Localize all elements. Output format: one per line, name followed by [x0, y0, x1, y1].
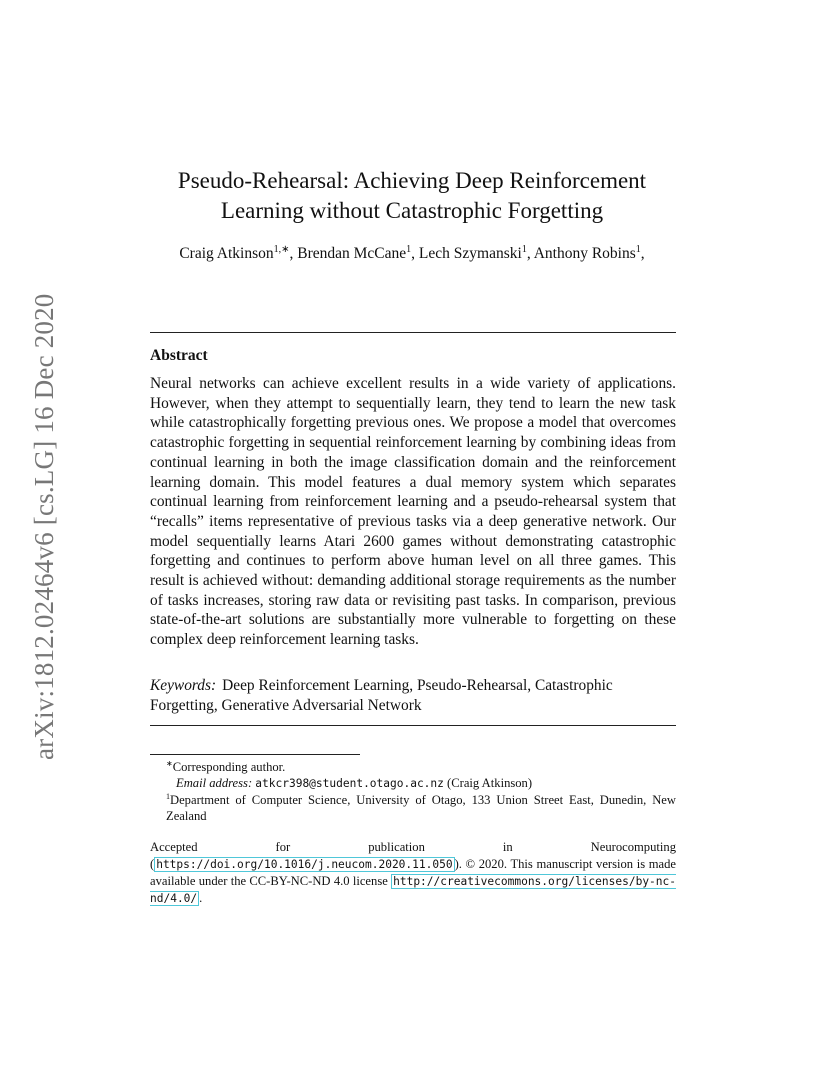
footnote-mark: 1	[166, 792, 170, 801]
author-affiliation-mark: 1	[635, 244, 641, 255]
license-link[interactable]: http://creativecommons.org/licenses/by-nc-nd/4.0/	[150, 875, 676, 905]
arxiv-identifier: arXiv:1812.02464v6 [cs.LG] 16 Dec 2020	[29, 293, 59, 760]
keywords-label: Keywords:	[150, 677, 217, 694]
abstract-top-rule	[150, 332, 676, 333]
author-affiliation-mark: 1	[521, 244, 527, 255]
abstract-bottom-rule	[150, 725, 676, 726]
author-separator: ,	[526, 245, 534, 262]
email-address[interactable]: atkcr398@student.otago.ac.nz	[255, 777, 444, 790]
publication-note	[150, 839, 676, 907]
author-affiliation-mark: 1	[406, 244, 412, 255]
author-name: Brendan McCane	[297, 245, 407, 262]
footnote-affiliation	[150, 792, 676, 824]
abstract-text: Neural networks can achieve excellent results in a wide variety of applications. However, when they attempt to sequentially learn, they tend to learn the new task while catastrophically forgetting previous ones. We propose a model that overcomes catastrophic forgetting in sequential reinforcement learning by combining ideas from continual learning in both the image classification domain and the reinforcement learning domain. This model features a dual memory system which separates continual learning from reinforcement learning and a pseudo-rehearsal system that “recalls” items representative of previous tasks via a deep generative network. Our model sequentially learns Atari 2600 games without demonstrating catastrophic forgetting and continues to perform above human level on all three games. This result is achieved without: demanding additional storage requirements as the number of tasks increases, storing raw data or revisiting past tasks. In comparison, previous state-of-the-art solutions are substantially more vulnerable to forgetting on these complex deep reinforcement learning tasks.	[150, 375, 676, 649]
author-name: Anthony Robins	[533, 245, 636, 262]
corresponding-text: Corresponding author.	[172, 760, 286, 774]
title-line-1: Pseudo-Rehearsal: Achieving Deep Reinforcement	[177, 168, 647, 193]
abstract-heading: Abstract	[150, 347, 208, 364]
doi-link[interactable]: https://doi.org/10.1016/j.neucom.2020.11.050	[156, 858, 453, 871]
footnote-email	[150, 775, 676, 792]
title-line-2: Learning without Catastrophic Forgetting	[220, 198, 604, 223]
paper-title	[100, 166, 724, 226]
footnote-rule	[150, 754, 360, 755]
footnote-mark: ∗	[166, 759, 173, 768]
email-label: Email address:	[176, 776, 253, 790]
author-list	[100, 245, 724, 263]
publication-note-prefix: Accepted for publication in Neurocomputing (	[150, 840, 676, 871]
author-separator: ,	[411, 245, 419, 262]
author-separator: ,	[289, 245, 298, 262]
author-separator: ,	[640, 245, 645, 262]
publication-note-suffix: .	[199, 891, 203, 905]
author-affiliation-mark: 1,∗	[273, 244, 290, 255]
keywords-text: Deep Reinforcement Learning, Pseudo-Rehearsal, Catastrophic Forgetting, Generative Adversarial Network	[150, 677, 613, 714]
email-owner: (Craig Atkinson)	[447, 776, 533, 790]
author-name: Lech Szymanski	[418, 245, 522, 262]
footnote-corresponding	[150, 759, 676, 775]
footnotes	[150, 759, 676, 824]
affiliation-text: Department of Computer Science, University of Otago, 133 Union Street East, Dunedin, New Zealand	[166, 793, 676, 823]
keywords	[150, 676, 676, 715]
author-name: Craig Atkinson	[179, 245, 274, 262]
publication-note-middle: ). © 2020. This manuscript version is made available under the CC-BY-NC-ND 4.0 license	[150, 857, 676, 888]
